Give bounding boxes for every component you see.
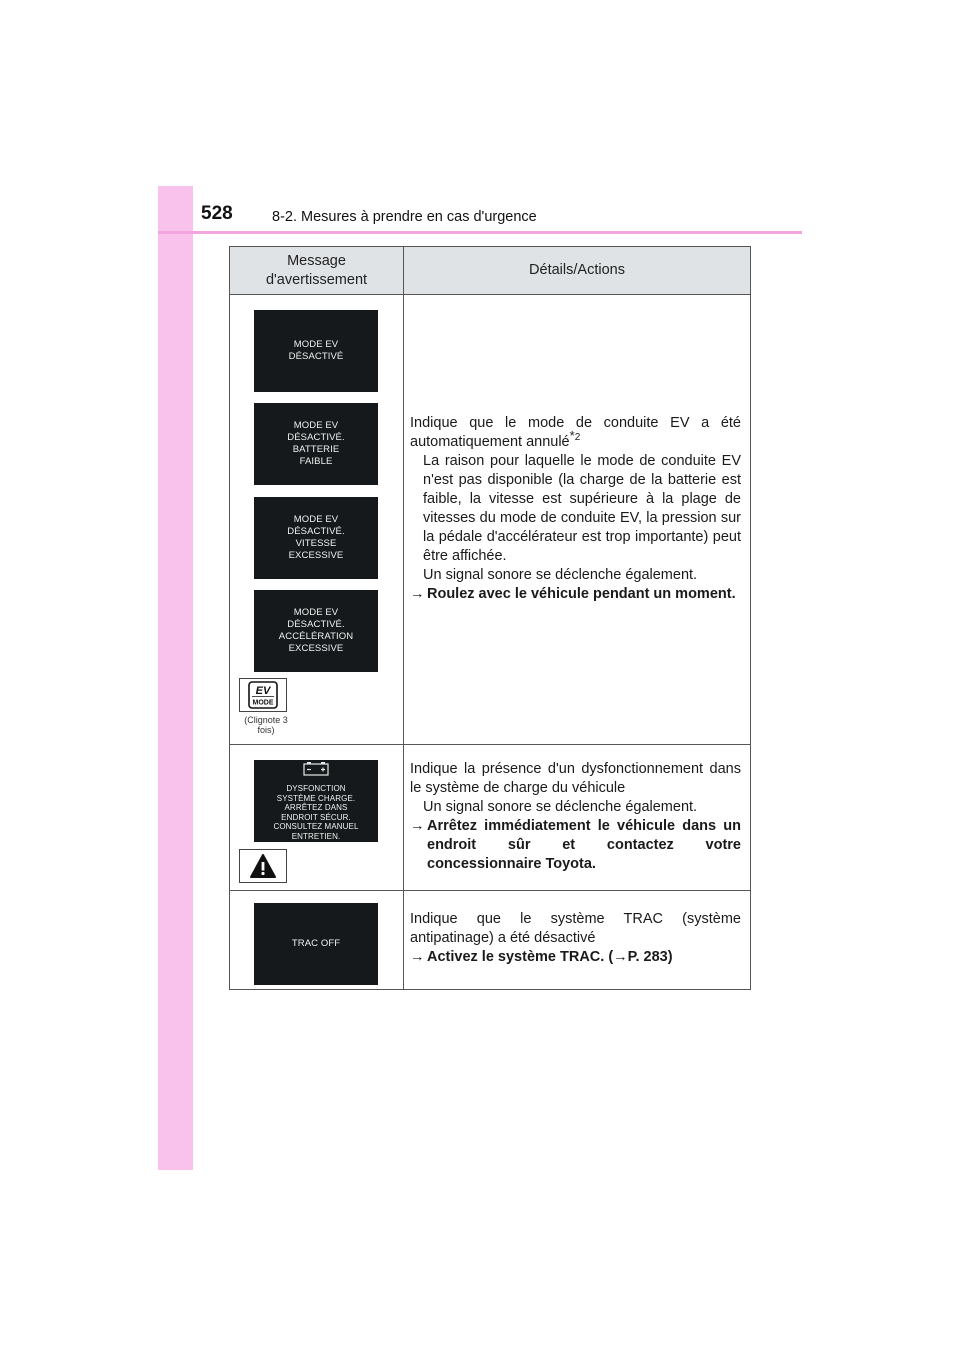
table-row: [230, 744, 750, 890]
description-intro: Indique la présence d'un dysfonctionnement dans le système de charge du véhicule: [410, 761, 741, 796]
action-instruction: [410, 585, 741, 604]
arrow-icon: →: [410, 818, 425, 834]
header-cell-message: [230, 247, 404, 294]
screen-line: CONSULTEZ MANUEL: [273, 822, 359, 831]
description-intro: Indique que le système TRAC (système antipatinage) a été désactivé: [410, 911, 741, 946]
screen-line: ARRÊTEZ DANS: [284, 803, 348, 812]
message-cell: [230, 891, 404, 989]
description-intro: Indique que le mode de conduite EV a été automatiquement annulé: [410, 415, 741, 450]
screen-line: ACCÉLÉRATION: [278, 631, 354, 642]
screen-line: MODE EV: [293, 514, 339, 525]
display-screen: [254, 903, 378, 985]
screen-line: EXCESSIVE: [288, 550, 344, 561]
screen-line: MODE EV: [293, 607, 339, 618]
details-text: [410, 414, 741, 604]
details-text: [410, 760, 741, 874]
arrow-icon: →: [410, 586, 425, 602]
screen-line: TRAC OFF: [291, 938, 341, 949]
reference-arrow-icon: →: [613, 949, 628, 965]
warning-triangle-icon: [239, 849, 287, 883]
screen-line: ENDROIT SÉCUR.: [281, 812, 351, 822]
battery-icon: [303, 761, 329, 780]
footnote-ref: 2: [574, 432, 581, 444]
screen-line: DÉSACTIVÉ.: [287, 619, 345, 630]
section-title: 8-2. Mesures à prendre en cas d'urgence: [272, 209, 537, 225]
action-text: [427, 948, 741, 967]
details-cell: [404, 745, 750, 890]
table-header-row: [230, 247, 750, 294]
screen-line: EXCESSIVE: [288, 643, 344, 654]
chapter-sidebar-tab: [158, 186, 193, 1170]
message-cell: [230, 295, 404, 744]
screen-line: MODE EV: [293, 339, 339, 350]
display-screen: [254, 310, 378, 392]
description-sound: Un signal sonore se déclenche également.: [423, 799, 698, 815]
header-rule: [158, 231, 802, 234]
screen-line: ENTRETIEN.: [291, 831, 341, 841]
screen-line: MODE EV: [293, 420, 339, 431]
column-header-message: Message d'avertissement: [265, 252, 368, 288]
screen-line: DÉSACTIVÉ: [288, 351, 344, 362]
indicator-caption: (Clignote 3 fois): [244, 715, 288, 735]
message-cell: [230, 745, 404, 890]
action-text: Arrêtez immédiatement le véhicule dans un endroit sûr et contactez votre concessionnaire Toyota.: [427, 818, 741, 872]
warning-message-table: [229, 246, 751, 990]
screen-line: VITESSE: [295, 538, 337, 549]
action-text: Roulez avec le véhicule pendant un moment.: [427, 586, 736, 602]
screen-line: DÉSACTIVÉ.: [287, 432, 345, 443]
display-screen: [254, 590, 378, 672]
page-number: 528: [201, 203, 233, 224]
table-row: [230, 294, 750, 744]
details-cell: [404, 295, 750, 744]
ev-icon-label: EV: [255, 685, 271, 697]
page-reference-link[interactable]: P. 283): [627, 949, 673, 965]
screen-line: SYSTÈME CHARGE.: [276, 793, 356, 803]
screen-line: FAIBLE: [299, 456, 333, 467]
display-screen: [254, 497, 378, 579]
display-screen: [254, 760, 378, 842]
screen-line: DYSFONCTION: [286, 784, 346, 793]
screen-line: DÉSACTIVÉ.: [287, 526, 345, 537]
ev-icon-mode-label: MODE: [252, 699, 274, 707]
description-sound: Un signal sonore se déclenche également.: [423, 567, 698, 583]
description: Indique que le mode de conduite EV a été automatiquement annulé$^{*2}$: [410, 415, 741, 450]
column-header-details: Détails/Actions: [529, 262, 625, 278]
details-text: [410, 910, 741, 967]
ev-mode-icon: [239, 678, 287, 712]
display-screen: [254, 403, 378, 485]
action-instruction: [410, 817, 741, 874]
details-cell: [404, 891, 750, 989]
table-row: [230, 890, 750, 989]
description-detail: La raison pour laquelle le mode de conduite EV n'est pas disponible (la charge de la batterie est faible, la vitesse est supérieure à la plage de vitesses du mode de conduite EV, la pression sur la pédale d'accélérateur est trop importante) peut être affichée.: [423, 453, 741, 564]
arrow-icon: →: [410, 949, 425, 965]
action-instruction: [410, 948, 741, 967]
screen-line: BATTERIE: [292, 444, 340, 455]
action-prefix: Activez le système TRAC. (: [427, 949, 614, 965]
